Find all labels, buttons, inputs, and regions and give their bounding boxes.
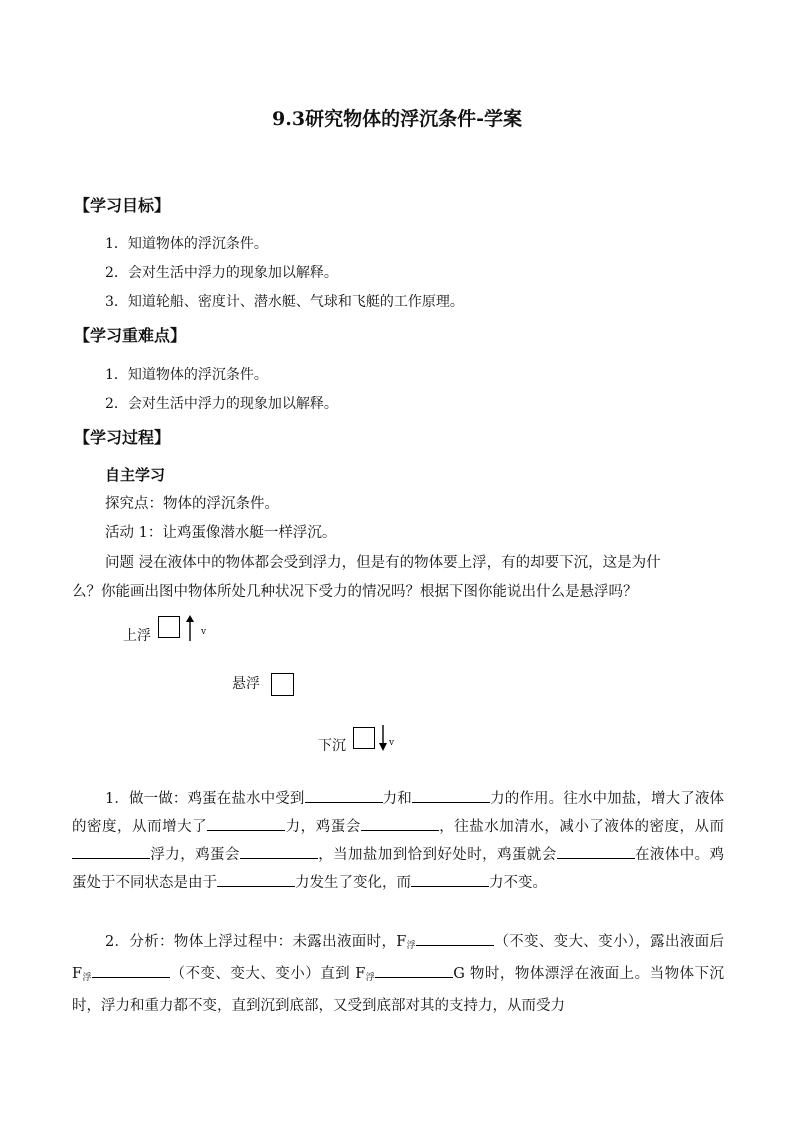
buoyancy-subscript: 浮 — [365, 973, 376, 983]
ex1-text: 力的作用。往水中加盐，增 — [489, 791, 666, 807]
ex1-blank-6[interactable] — [240, 844, 318, 859]
objectives-heading: 【学习目标】 — [74, 196, 171, 215]
ex1-text: 力不变。 — [489, 875, 547, 891]
objective-item-3: 3．知道轮船、密度计、潜水艇、气球和飞艇的工作原理。 — [105, 294, 464, 310]
objective-item-1: 1．知道物体的浮沉条件。 — [105, 236, 268, 252]
ex2-text: G 物时，物体漂浮在液面 — [453, 966, 620, 982]
ex1-blank-5[interactable] — [72, 844, 150, 859]
float-box — [158, 616, 180, 638]
ex1-text: 在液体中。鸡蛋处于不同状态是由于 — [72, 847, 725, 891]
sink-velocity-label: v — [389, 738, 395, 748]
self-study-subheading: 自主学习 — [105, 466, 166, 484]
objective-item-2: 2．会对生活中浮力的现象加以解释。 — [105, 265, 338, 281]
ex1-blank-3[interactable] — [207, 816, 285, 831]
ex1-text: 力和 — [382, 791, 412, 807]
ex1-text: 体的密度，从而 — [619, 819, 725, 835]
ex2-text: 2．分析：物体上浮过程中：未露出液面时，F — [105, 934, 407, 950]
process-heading: 【学习过程】 — [74, 428, 171, 447]
down-arrow-icon — [377, 724, 389, 752]
ex2-blank-2[interactable] — [92, 963, 170, 978]
ex1-text: 力发生了变化，而 — [295, 875, 411, 891]
ex1-text: 浮力，鸡蛋会 — [150, 847, 240, 863]
ex1-text: ，往盐水加清水，减小了液 — [438, 819, 620, 835]
sink-label: 下沉 — [318, 738, 346, 754]
ex1-text: 大了液体的密度，从而增大了 — [72, 791, 725, 835]
buoyancy-subscript: 浮 — [82, 973, 93, 983]
ex2-blank-3[interactable] — [375, 963, 453, 978]
exercise-2 — [72, 928, 724, 1020]
up-arrow-icon — [184, 614, 196, 642]
ex1-blank-8[interactable] — [217, 872, 295, 887]
ex2-text: 上。当物体下沉时，浮力和重力都不变，直到沉到底部，又受到底部对其的支持力，从而受力 — [72, 966, 724, 1014]
ex1-text: 1．做一做：鸡蛋在盐水中受到 — [105, 791, 305, 807]
exercise-1 — [72, 785, 724, 897]
page-title: 9.3研究物体的浮沉条件-学案 — [272, 108, 522, 130]
float-label: 上浮 — [123, 628, 151, 644]
explore-point: 探究点：物体的浮沉条件。 — [105, 496, 279, 512]
ex1-blank-7[interactable] — [557, 844, 635, 859]
ex1-text: 力，鸡蛋会 — [285, 819, 361, 835]
ex1-blank-1[interactable] — [305, 788, 383, 803]
sink-box — [353, 727, 375, 749]
ex2-text: （不变、变大、变小），露出 — [494, 934, 680, 950]
key-points-heading: 【学习重难点】 — [74, 326, 187, 345]
ex1-blank-9[interactable] — [411, 872, 489, 887]
ex2-text: （不变、变大、变小）直到 F — [170, 966, 366, 982]
question-line-1: 问题 浸在液体中的物体都会受到浮力，但是有的物体要上浮，有的却要下沉，这是为什 — [105, 555, 661, 571]
float-velocity-label: v — [201, 627, 207, 637]
ex2-text: 液面后 F — [72, 934, 724, 982]
suspend-box — [271, 673, 294, 696]
activity-line: 活动 1：让鸡蛋像潜水艇一样浮沉。 — [105, 525, 337, 541]
buoyancy-subscript: 浮 — [406, 941, 416, 951]
ex1-blank-2[interactable] — [412, 788, 490, 803]
key-point-item-1: 1．知道物体的浮沉条件。 — [105, 367, 268, 383]
ex1-text: ，当加盐加到恰到好处时，鸡蛋就会 — [317, 847, 557, 863]
ex1-blank-4[interactable] — [361, 816, 439, 831]
key-point-item-2: 2．会对生活中浮力的现象加以解释。 — [105, 396, 338, 412]
ex2-blank-1[interactable] — [416, 931, 494, 946]
suspend-label: 悬浮 — [232, 676, 260, 692]
question-line-2: 么？你能画出图中物体所处几种状况下受力的情况吗？根据下图你能说出什么是悬浮吗？ — [72, 584, 638, 600]
